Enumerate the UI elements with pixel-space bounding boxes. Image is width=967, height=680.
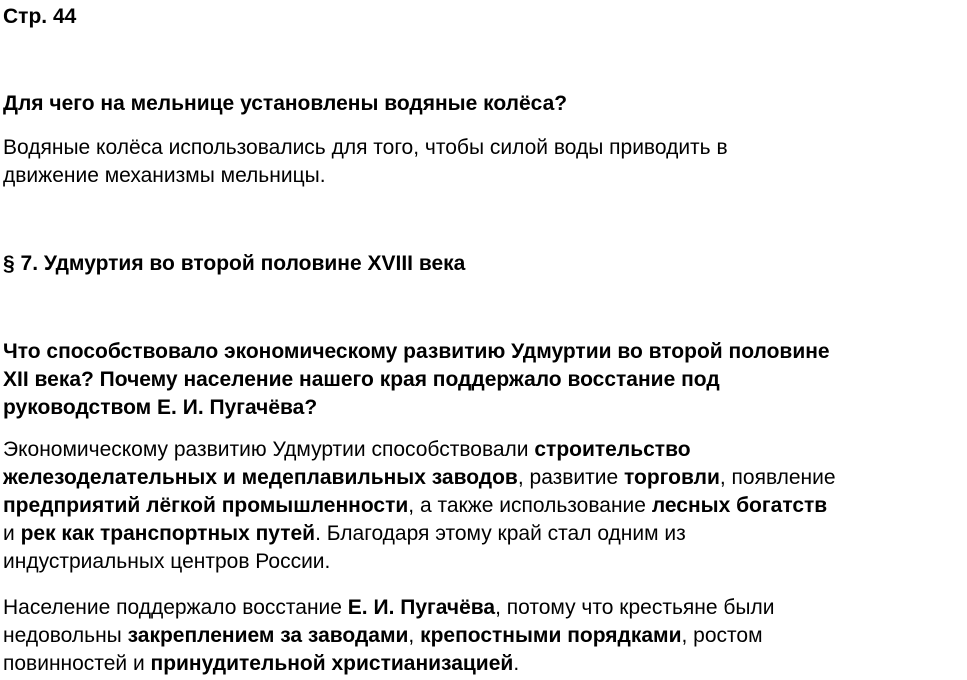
- answer-2-p1-line-5: индустриальных центров России.: [3, 550, 331, 573]
- answer-2-p2-line-3: [3, 650, 965, 678]
- text-run: недовольны: [3, 624, 128, 647]
- bold-run: предприятий лёгкой промышленности: [3, 494, 409, 517]
- bold-run: Е. И. Пугачёва: [347, 596, 496, 619]
- page-label-text: Стр. 44: [3, 5, 77, 28]
- answer-1-line-2: движение механизмы мельницы.: [3, 164, 326, 187]
- question-2-line-2: XII века? Почему население нашего края поддержало восстание под: [3, 368, 720, 391]
- answer-2-p2-line-2: [3, 622, 965, 650]
- answer-2-p1-line-3: [3, 492, 965, 520]
- answer-1-line-1: Водяные колёса использовались для того, чтобы силой воды приводить в: [3, 136, 728, 159]
- text-run: , потому что крестьяне были: [495, 596, 775, 619]
- question-2-line-1: Что способствовало экономическому развитию Удмуртии во второй половине: [3, 340, 830, 363]
- question-2-line-3: руководством Е. И. Пугачёва?: [3, 396, 318, 419]
- answer-1: [3, 134, 965, 190]
- answer-2-p1-line-1: [3, 436, 965, 464]
- bold-run: закреплением за заводами: [127, 624, 409, 647]
- bold-run: принудительной христианизацией: [150, 652, 514, 675]
- text-run: повинностей и: [3, 652, 151, 675]
- page-label: [3, 3, 965, 31]
- bold-run: крепостными порядками: [420, 624, 682, 647]
- text-run: , а также использование: [408, 494, 652, 517]
- question-1-text: Для чего на мельнице установлены водяные колёса?: [3, 92, 568, 115]
- text-run: , развитие: [517, 466, 625, 489]
- answer-2-p1-line-2: [3, 464, 965, 492]
- text-run: ,: [408, 624, 421, 647]
- text-run: . Благодаря этому край стал одним из: [315, 522, 686, 545]
- text-run: Население поддержало восстание: [3, 596, 348, 619]
- question-1: [3, 90, 965, 118]
- question-2: [3, 338, 965, 422]
- text-run: и: [3, 522, 21, 545]
- bold-run: железоделательных и медеплавильных заводов: [3, 466, 518, 489]
- bold-run: лесных богатств: [651, 494, 828, 517]
- bold-run: строительство: [534, 438, 691, 461]
- answer-2-paragraph-2: [3, 594, 965, 678]
- section-heading: [3, 250, 965, 278]
- bold-run: рек как транспортных путей: [20, 522, 316, 545]
- text-run: .: [513, 652, 520, 675]
- text-run: , ростом: [681, 624, 763, 647]
- text-run: , появление: [719, 466, 836, 489]
- answer-2-paragraph-1: [3, 436, 965, 576]
- text-run: Экономическому развитию Удмуртии способствовали: [3, 438, 535, 461]
- bold-run: торговли: [624, 466, 720, 489]
- section-heading-text: § 7. Удмуртия во второй половине XVIII века: [3, 252, 466, 275]
- answer-2-p2-line-1: [3, 594, 965, 622]
- answer-2-p1-line-4: [3, 520, 965, 548]
